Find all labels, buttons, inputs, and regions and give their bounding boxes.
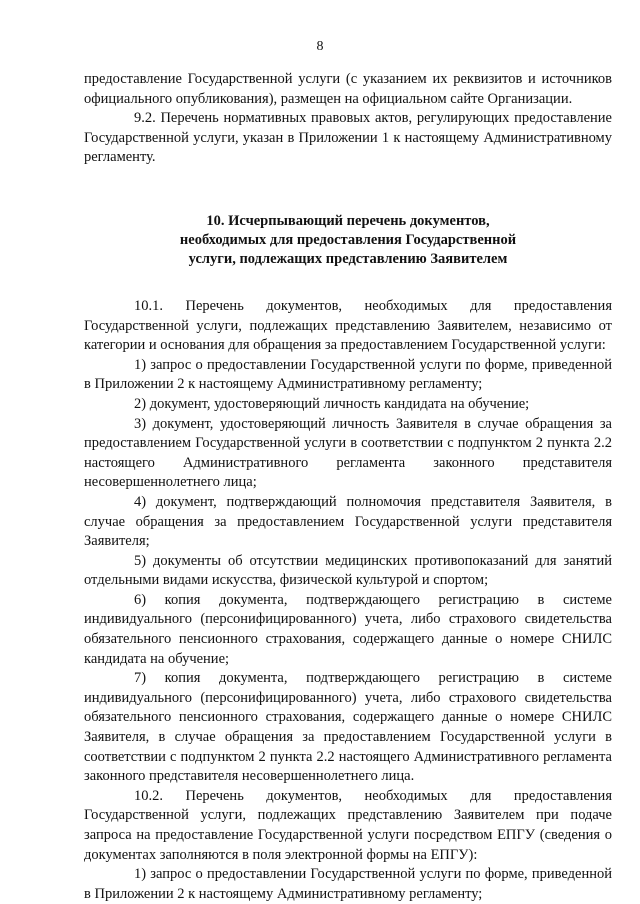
paragraph-9-2: 9.2. Перечень нормативных правовых актов, регулирующих предоставление Государственной услуги, указан в Приложении 1 к настоящему Административному регламенту. xyxy=(84,110,612,166)
list-item-10-1-1: 1) запрос о предоставлении Государственной услуги по форме, приведенной в Приложении 2 к настоящему Административному регламенту; xyxy=(84,356,612,393)
list-item-10-1-5: 5) документы об отсутствии медицинских противопоказаний для занятий отдельными видами искусства, физической культурой и спортом; xyxy=(84,552,612,589)
paragraph-10-1: 10.1. Перечень документов, необходимых для предоставления Государственной услуги, подлежащих представлению Заявителем, независимо от категории и основания для обращения за предоставлением Государственной услуги: xyxy=(84,297,612,354)
paragraph-continuation: предоставление Государственной услуги (с указанием их реквизитов и источников официального опубликования), размещен на официальном сайте Организации. xyxy=(84,71,612,107)
heading-line: необходимых для предоставления Государственной xyxy=(179,231,517,248)
paragraph-10-2: 10.2. Перечень документов, необходимых для предоставления Государственной услуги, подлежащих представлению Заявителем при подаче запроса на предоставление Государственной услуги посредством ЕПГУ (сведения о документах заполняются в поля электронной формы на ЕПГУ): xyxy=(84,787,612,863)
section-10-heading xyxy=(84,212,612,269)
document-body xyxy=(84,70,612,904)
list-item-10-1-2: 2) документ, удостоверяющий личность кандидата на обучение; xyxy=(134,395,530,412)
list-item-10-1-6: 6) копия документа, подтверждающего регистрацию в системе индивидуального (персонифицированного) учета, либо страхового свидетельства обязательного пенсионного страхования, содержащего данные о номере СНИЛС кандидата на обучение; xyxy=(84,591,612,667)
page-number: 8 xyxy=(316,39,324,54)
list-item-10-1-7: 7) копия документа, подтверждающего регистрацию в системе индивидуального (персонифицированного) учета, либо страхового свидетельства обязательного пенсионного страхования, содержащего данные о номере СНИЛС Заявителя, в случае обращения за предоставлением Государственной услуги в соответствии с подпунктом 2 пункта 2.2 настоящего Административного регламента законного представителя несовершеннолетнего лица. xyxy=(84,670,612,785)
heading-line: услуги, подлежащих представлению Заявителем xyxy=(188,250,508,267)
list-item-10-1-3: 3) документ, удостоверяющий личность Заявителя в случае обращения за предоставлением Государственной услуги в соответствии с подпунктом 2 пункта 2.2 настоящего Административного регламента законного представителя несовершеннолетнего лица; xyxy=(84,415,612,491)
heading-line: 10. Исчерпывающий перечень документов, xyxy=(206,212,490,229)
list-item-10-2-1: 1) запрос о предоставлении Государственной услуги по форме, приведенной в Приложении 2 к настоящему Административному регламенту; xyxy=(84,866,612,902)
list-item-10-1-4: 4) документ, подтверждающий полномочия представителя Заявителя, в случае обращения за предоставлением Государственной услуги представителя Заявителя; xyxy=(84,493,612,550)
